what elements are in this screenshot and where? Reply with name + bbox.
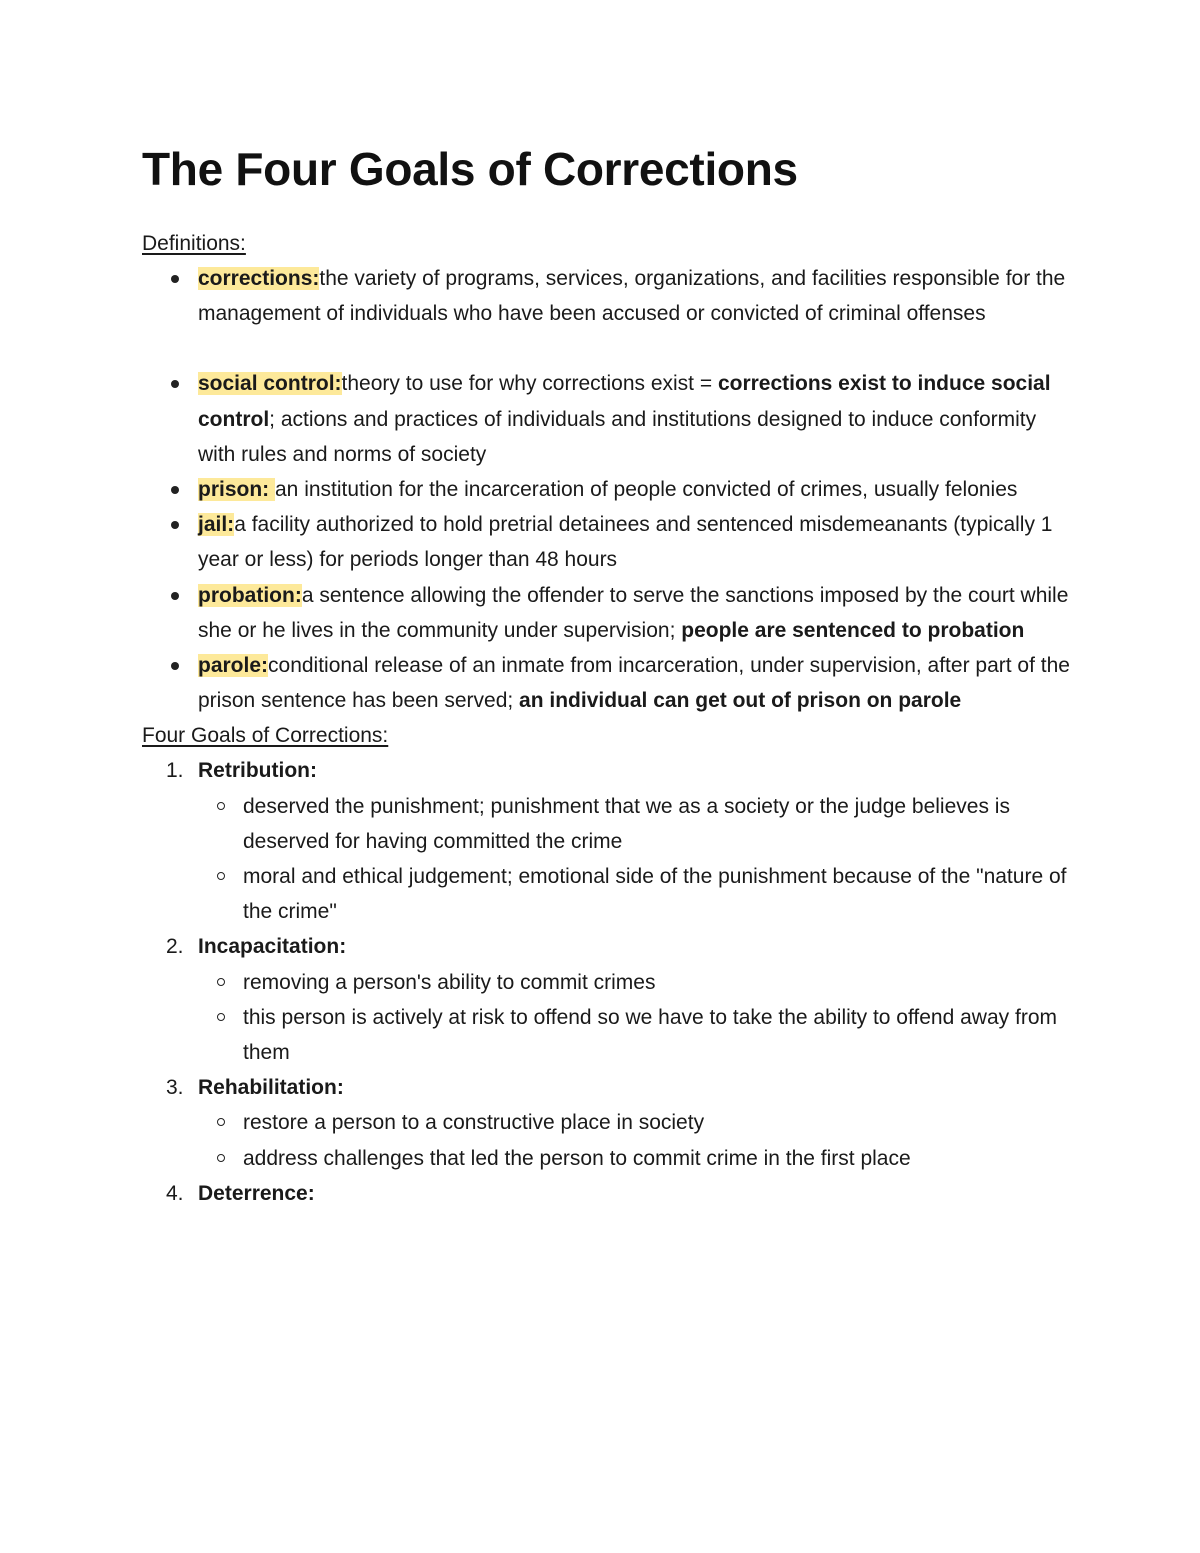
page-title: The Four Goals of Corrections	[142, 143, 798, 195]
definition-text-after: ; actions and practices of individuals and institutions designed to induce conformity with rules and norms of society	[198, 407, 1037, 466]
definition-item-jail	[142, 507, 1070, 577]
goals-heading: Four Goals of Corrections:	[142, 724, 389, 748]
circle-bullet-icon	[217, 1013, 225, 1021]
definition-emphasis: people are sentenced to probation	[681, 618, 1025, 642]
definition-text: theory to use for why corrections exist =	[341, 372, 718, 396]
goal-point-text: this person is actively at risk to offend so we have to take the ability to offend away from them	[243, 1005, 1057, 1065]
goal-title: Retribution:	[198, 759, 317, 783]
circle-bullet-icon	[217, 1154, 225, 1162]
goal-point-text: address challenges that led the person to commit crime in the first place	[243, 1146, 911, 1170]
goal-points-rehabilitation	[142, 1105, 1070, 1175]
definition-term: social control:	[198, 372, 342, 396]
goal-point-text: moral and ethical judgement; emotional side of the punishment because of the "nature of the crime"	[243, 865, 1067, 924]
definition-term: jail:	[198, 513, 235, 537]
definition-item-prison	[142, 472, 1070, 507]
definition-term: parole:	[198, 654, 269, 678]
bullet-icon	[171, 380, 179, 388]
bullet-icon	[171, 592, 179, 600]
definition-text: an institution for the incarceration of people convicted of crimes, usually felonies	[275, 478, 1018, 502]
definition-text: a facility authorized to hold pretrial detainees and sentenced misdemeanants (typically 1 year or less) for periods longer than 48 hours	[198, 513, 1053, 572]
blank-line	[142, 331, 1070, 366]
definition-term: prison:	[198, 478, 275, 502]
circle-bullet-icon	[217, 802, 225, 810]
goal-point	[198, 1000, 1070, 1070]
goal-number: 2.	[166, 935, 184, 959]
definition-emphasis: an individual can get out of prison on parole	[519, 689, 962, 713]
goal-point-text: removing a person's ability to commit crimes	[243, 970, 656, 994]
definition-item-parole	[142, 648, 1070, 718]
goal-number: 1.	[166, 759, 184, 783]
goal-title: Incapacitation:	[198, 935, 347, 959]
goal-points-retribution	[142, 789, 1070, 930]
definition-item-social-control	[142, 366, 1070, 472]
definition-term: corrections:	[198, 267, 320, 290]
goal-point	[198, 859, 1070, 929]
definition-text: conditional release of an inmate from incarceration, under supervision, after part of the prison sentence has been served;	[198, 654, 1070, 713]
goal-point	[198, 965, 1070, 1000]
goal-item-rehabilitation	[142, 1070, 1070, 1105]
goal-point	[198, 1105, 1070, 1140]
circle-bullet-icon	[217, 1118, 225, 1126]
bullet-icon	[171, 275, 179, 283]
bullet-icon	[171, 662, 179, 670]
goal-point	[198, 1141, 1070, 1176]
goal-number: 4.	[166, 1181, 184, 1205]
goals-list	[142, 753, 1070, 1211]
bullet-icon	[171, 521, 179, 529]
goal-point-text: deserved the punishment; punishment that we as a society or the judge believes is deserved for having committed the crime	[243, 794, 1010, 853]
definition-item-corrections	[142, 261, 1070, 331]
goal-item-incapacitation	[142, 929, 1070, 964]
goal-title: Deterrence:	[198, 1181, 315, 1205]
definitions-heading: Definitions:	[142, 232, 246, 255]
bullet-icon	[171, 486, 179, 494]
goal-title: Rehabilitation:	[198, 1076, 344, 1100]
goal-points-incapacitation	[142, 965, 1070, 1071]
goal-number: 3.	[166, 1076, 184, 1100]
definition-text: the variety of programs, services, organizations, and facilities responsible for the management of individuals who have been accused or convicted of criminal offenses	[198, 267, 1066, 326]
definitions-list	[142, 261, 1070, 718]
definition-text: a sentence allowing the offender to serve the sanctions imposed by the court while she or he lives in the community under supervision;	[198, 583, 1069, 642]
definition-item-probation	[142, 578, 1070, 648]
goal-item-deterrence	[142, 1176, 1070, 1211]
definition-term: probation:	[198, 583, 302, 607]
goal-point	[198, 789, 1070, 859]
definition-emphasis: corrections exist to induce social control	[198, 372, 1051, 431]
goal-item-retribution	[142, 753, 1070, 788]
goal-point-text: restore a person to a constructive place in society	[243, 1111, 705, 1135]
circle-bullet-icon	[217, 978, 225, 986]
circle-bullet-icon	[217, 872, 225, 880]
